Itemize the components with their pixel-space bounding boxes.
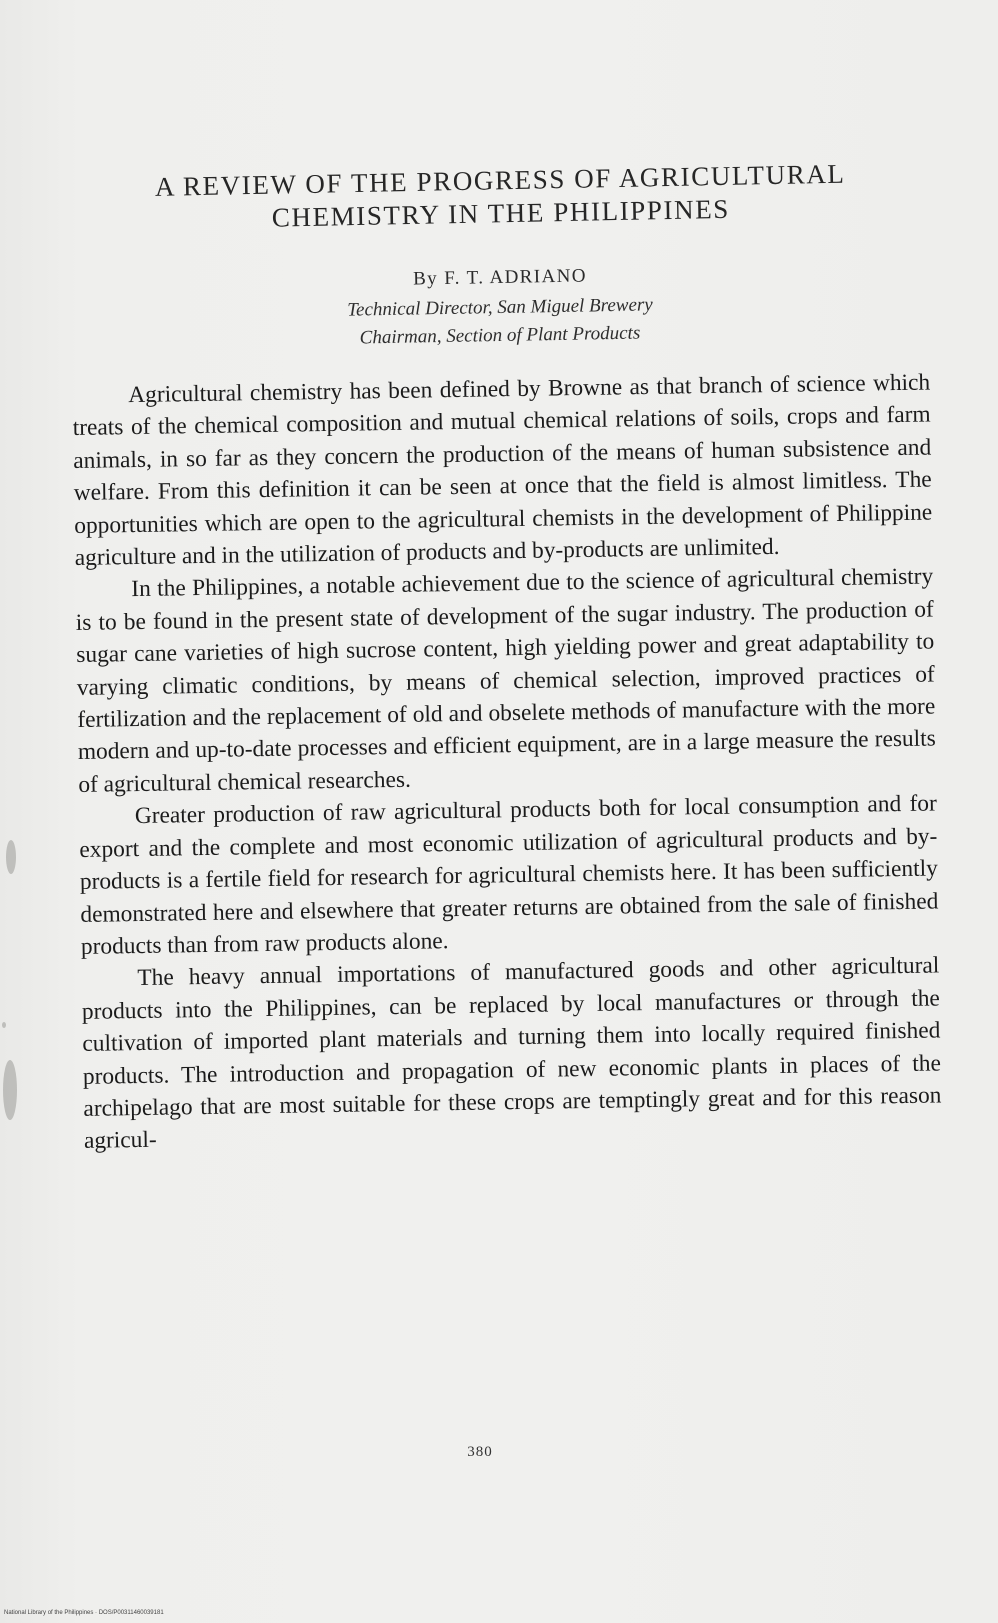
page-number: 380	[467, 1444, 493, 1460]
paragraph-2: In the Philippines, a notable achievement due to the science of agricultural chemistry is to be found in the present state of development of the sugar industry. The production of sugar cane varieties of high sucrose content, high yielding power and great adaptability to varying climatic conditions, by means of chemical selection, improved practices of fertilization and the replacement of old and obselete methods of manufacture with the more modern and up-to-date processes and efficient equipment, are in a large measure the results of agricultural chemical researches.	[75, 563, 936, 798]
paragraph-1: Agricultural chemistry has been defined by Browne as that branch of science which treats of the chemical composition and mutual chemical relations of soils, crops and farm animals, in so far as they concern the production of the means of human subsistence and welfare. From this definition it can be seen at once that the field is almost limitless. The opportunities which are open to the agricultural chemists in the development of Philippine agriculture and in the utilization of products and by-products are unlimited.	[72, 369, 933, 572]
title-line-2: CHEMISTRY IN THE PHILIPPINES	[271, 193, 731, 233]
article-title	[95, 156, 906, 238]
paragraph-4: The heavy annual importations of manufactured goods and other agricultural products into the Philippines, can be replaced by local manufactures or through the cultivation of imported plant materials and turning them into locally required finished products. The introduction and propagation of new economic plants in places of the archipelago that are most suitable for these crops are temptingly great and for this reason agricul-	[81, 952, 942, 1155]
author-affiliation-1: Technical Director, San Miguel Brewery	[347, 294, 653, 321]
author-byline: By F. T. ADRIANO	[412, 265, 588, 290]
paragraph-3: Greater production of raw agricultural products both for local consumption and for export and the complete and most economic utilization of agricultural products and by-products is a fertile field for research for agricultural chemists here. It has been sufficiently demonstrated here and elsewhere that greater returns are obtained from the sale of finished products than from raw products alone.	[79, 790, 939, 960]
title-line-1: A REVIEW OF THE PROGRESS OF AGRICULTURAL	[154, 158, 846, 202]
author-affiliation-2: Chairman, Section of Plant Products	[359, 322, 641, 349]
article-body	[72, 367, 942, 1158]
scan-speck	[3, 1060, 17, 1120]
scan-speck	[2, 1022, 6, 1028]
scan-speck	[6, 840, 16, 874]
scan-credit: National Library of the Philippines · DOS/P00311460039181	[4, 1610, 164, 1616]
